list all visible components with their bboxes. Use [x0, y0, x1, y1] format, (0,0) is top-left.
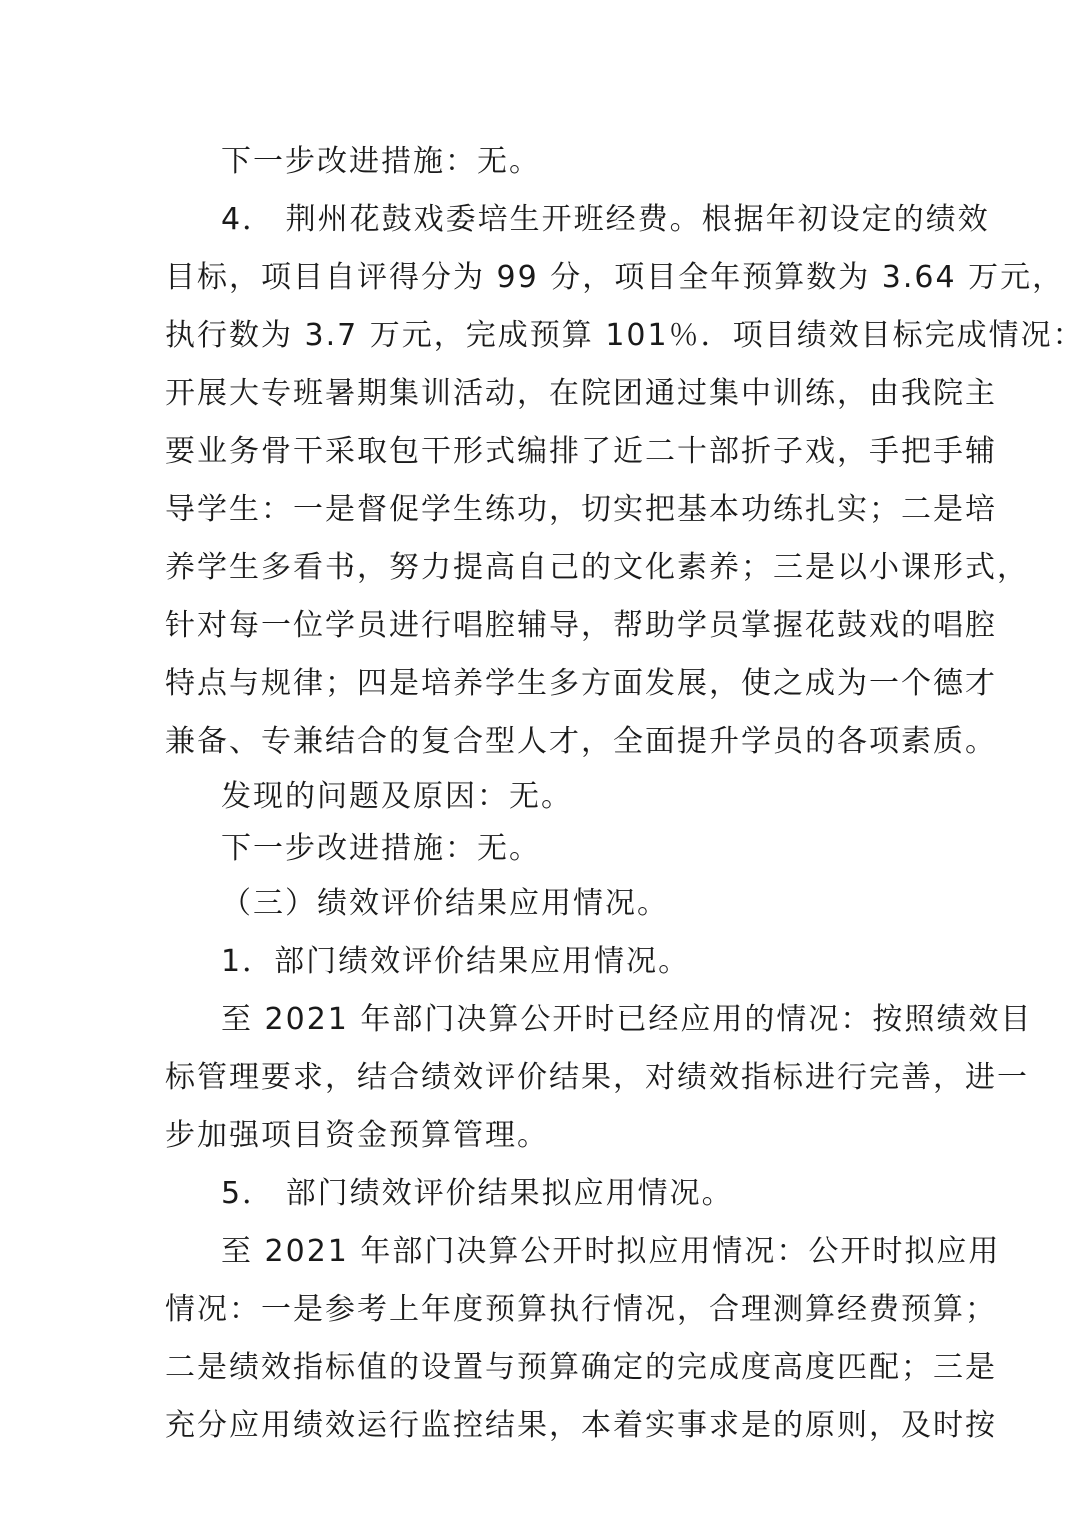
- text-line: 针对每一位学员进行唱腔辅导，帮助学员掌握花鼓戏的唱腔: [165, 608, 997, 643]
- text-line: 导学生：一是督促学生练功，切实把基本功练扎实；二是培: [165, 492, 997, 527]
- text-line: 要业务骨干采取包干形式编排了近二十部折子戏，手把手辅: [165, 434, 997, 469]
- text-line: 下一步改进措施：无。: [221, 144, 541, 179]
- text-line: 标管理要求，结合绩效评价结果，对绩效指标进行完善，进一: [165, 1060, 1029, 1095]
- subsection-heading: 5． 部门绩效评价结果拟应用情况。: [221, 1176, 734, 1211]
- text-line: 发现的问题及原因：无。: [221, 779, 573, 814]
- text-line: 至 2021 年部门决算公开时拟应用情况：公开时拟应用: [221, 1234, 1001, 1269]
- text-line: 充分应用绩效运行监控结果，本着实事求是的原则，及时按: [165, 1408, 997, 1443]
- text-line: 特点与规律；四是培养学生多方面发展，使之成为一个德才: [165, 666, 997, 701]
- text-line: 步加强项目资金预算管理。: [165, 1118, 549, 1153]
- text-line: 二是绩效指标值的设置与预算确定的完成度高度匹配；三是: [165, 1350, 997, 1385]
- text-line: 执行数为 3.7 万元，完成预算 101％．项目绩效目标完成情况：: [165, 318, 1085, 353]
- text-line: 开展大专班暑期集训活动，在院团通过集中训练，由我院主: [165, 376, 997, 411]
- text-line: 下一步改进措施：无。: [221, 831, 541, 866]
- text-line: 目标，项目自评得分为 99 分，项目全年预算数为 3.64 万元，: [165, 260, 1065, 295]
- section-heading: （三）绩效评价结果应用情况。: [221, 886, 669, 921]
- text-line: 养学生多看书，努力提高自己的文化素养；三是以小课形式，: [165, 550, 1029, 585]
- text-line: 4． 荆州花鼓戏委培生开班经费。根据年初设定的绩效: [221, 202, 990, 237]
- text-line: 兼备、专兼结合的复合型人才，全面提升学员的各项素质。: [165, 724, 997, 759]
- text-line: 至 2021 年部门决算公开时已经应用的情况：按照绩效目: [221, 1002, 1033, 1037]
- text-line: 情况：一是参考上年度预算执行情况，合理测算经费预算；: [165, 1292, 997, 1327]
- body-text: [165, 133, 1085, 1455]
- subsection-heading: 1．部门绩效评价结果应用情况。: [221, 944, 691, 979]
